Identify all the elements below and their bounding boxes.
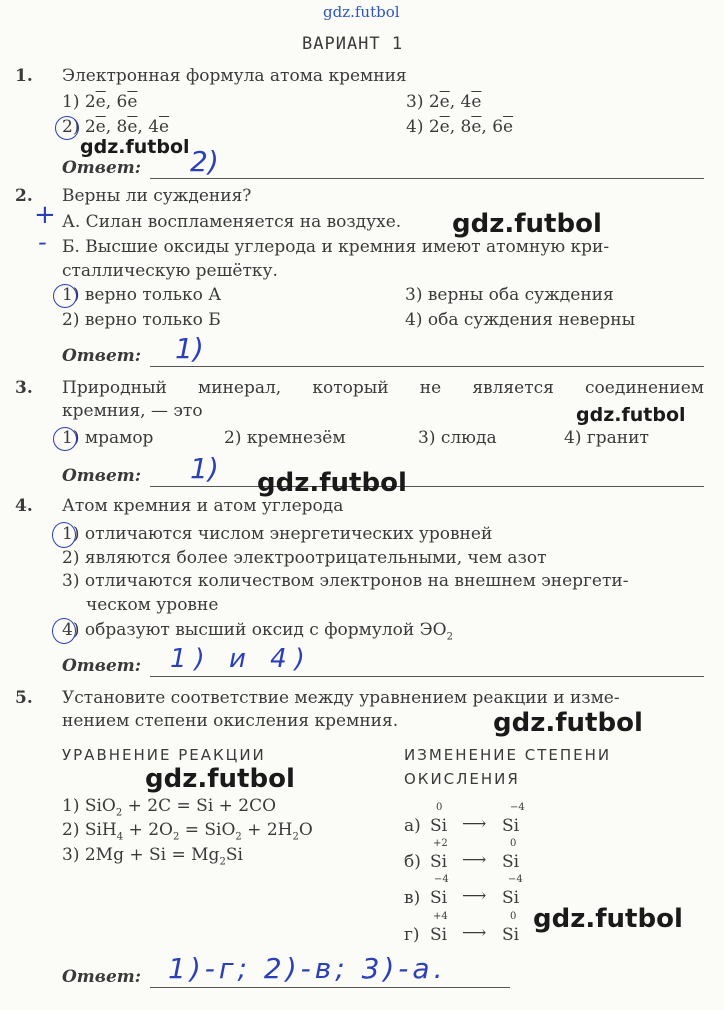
q3-option-1: 1) мрамор: [62, 428, 154, 448]
q4-handwritten-answer: 1) и 4): [170, 644, 313, 674]
q5-change-d-si2: Si: [502, 925, 520, 945]
q5-change-a-from: 0: [436, 802, 443, 813]
q2-answer-circle: [53, 284, 77, 308]
q5-number: 5.: [15, 688, 33, 708]
q5-change-c-from: −4: [434, 874, 449, 885]
q5-change-b-arrow: ⟶: [462, 850, 487, 870]
q3-answer-label: Ответ:: [62, 466, 142, 486]
q3-option-4: 4) гранит: [564, 428, 649, 448]
q5-left-header: УРАВНЕНИЕ РЕАКЦИИ: [62, 746, 266, 764]
q5-answer-label: Ответ:: [62, 967, 142, 987]
q5-change-d-si1: Si: [430, 925, 448, 945]
q2-statement-a: А. Силан воспламеняется на воздухе.: [62, 212, 402, 232]
q4-option-3-line1: 3) отличаются количеством электронов на внешнем энергети-: [62, 571, 629, 591]
variant-title: ВАРИАНТ 1: [302, 34, 404, 54]
q5-change-c-label: в): [404, 888, 421, 908]
q2-mark-minus: -: [38, 228, 47, 256]
q5-equation-1: 1) SiO$_2$ + 2C = Si + 2CO: [62, 796, 277, 819]
q5-change-d-to: 0: [510, 911, 517, 922]
q2-option-2: 2) верно только Б: [62, 310, 221, 330]
q5-change-b-label: б): [404, 852, 421, 872]
q1-text: Электронная формула атома кремния: [62, 66, 407, 86]
q3-option-3: 3) слюда: [418, 428, 497, 448]
q2-option-3: 3) верны оба суждения: [405, 285, 614, 305]
q2-option-4: 4) оба суждения неверны: [405, 310, 636, 330]
q5-right-header-line2: ОКИСЛЕНИЯ: [404, 770, 520, 788]
q4-option-2: 2) являются более электроотрицательными, чем азот: [62, 548, 547, 568]
watermark-top: gdz.futbol: [323, 3, 400, 21]
q5-answer-line: [150, 987, 510, 988]
q3-number: 3.: [15, 378, 33, 398]
q5-change-b-si1: Si: [430, 852, 448, 872]
q5-change-a-si1: Si: [430, 816, 448, 836]
q3-answer-circle: [53, 427, 77, 451]
q2-number: 2.: [15, 186, 33, 206]
q1-answer-label: Ответ:: [62, 158, 142, 178]
q5-handwritten-answer: 1)-г; 2)-в; 3)-а.: [168, 952, 447, 985]
q5-change-b-to: 0: [510, 838, 517, 849]
q1-answer-line: [150, 178, 704, 179]
q5-change-a-to: −4: [510, 802, 525, 813]
q5-change-c-si1: Si: [430, 888, 448, 908]
q5-change-b-from: +2: [433, 838, 448, 849]
q1-option-3: 3) $2\overline{e}$, $4\overline{e}$: [406, 92, 482, 112]
q2-text: Верны ли суждения?: [62, 186, 252, 206]
watermark: gdz.futbol: [533, 904, 683, 934]
q5-text-line2: нением степени окисления кремния.: [62, 711, 399, 731]
q5-change-c-arrow: ⟶: [462, 886, 487, 906]
q3-handwritten-answer: 1): [190, 452, 219, 485]
watermark: gdz.futbol: [576, 404, 686, 426]
q5-right-header-line1: ИЗМЕНЕНИЕ СТЕПЕНИ: [404, 746, 612, 764]
q2-answer-label: Ответ:: [62, 346, 142, 366]
q4-answer-circle-1: [52, 522, 76, 548]
q1-handwritten-answer: 2): [190, 145, 219, 178]
q4-text: Атом кремния и атом углерода: [62, 496, 344, 516]
q2-statement-b-line2: сталлическую решётку.: [62, 261, 278, 281]
q4-option-1: 1) отличаются числом энергетических уровней: [62, 524, 493, 544]
q5-text-line1: Установите соответствие между уравнением реакции и изме-: [62, 688, 620, 708]
q3-answer-line: [150, 486, 704, 487]
q5-change-d-label: г): [404, 925, 420, 945]
watermark: gdz.futbol: [80, 136, 190, 158]
q5-change-c-to: −4: [508, 874, 523, 885]
q4-answer-line: [150, 676, 704, 677]
q1-number: 1.: [15, 66, 33, 86]
q5-change-a-si2: Si: [502, 816, 520, 836]
watermark: gdz.futbol: [257, 468, 407, 498]
q4-option-4: 4) образуют высший оксид с формулой $ЭО_2$: [62, 620, 453, 643]
q2-option-1: 1) верно только А: [62, 285, 222, 305]
q2-answer-line: [150, 366, 704, 367]
q3-option-2: 2) кремнезём: [224, 428, 346, 448]
q2-mark-plus: +: [34, 200, 56, 230]
q5-change-c-si2: Si: [502, 888, 520, 908]
q4-option-3-line2: ческом уровне: [86, 595, 219, 615]
q5-equation-3: 3) $2Mg + Si = Mg_2Si$: [62, 845, 243, 868]
watermark: gdz.futbol: [452, 209, 602, 239]
watermark: gdz.futbol: [493, 708, 643, 738]
q4-answer-label: Ответ:: [62, 656, 142, 676]
q1-answer-circle: [55, 116, 79, 140]
q2-statement-b-line1: Б. Высшие оксиды углерода и кремния имеют атомную кри-: [62, 237, 610, 257]
q5-equation-2: 2) $SiH_4 + 2O_2 = SiO_2 + 2H_2O$: [62, 820, 313, 843]
watermark: gdz.futbol: [145, 764, 295, 794]
q3-text-line2: кремния, — это: [62, 401, 203, 421]
q5-change-a-label: а): [404, 816, 421, 836]
q1-option-1: 1) $2\overline{e}$, $6\overline{e}$: [62, 92, 138, 112]
q5-change-b-si2: Si: [502, 852, 520, 872]
q5-change-d-arrow: ⟶: [462, 923, 487, 943]
q4-answer-circle-4: [52, 618, 76, 644]
q5-change-a-arrow: ⟶: [462, 814, 487, 834]
q5-change-d-from: +4: [433, 911, 448, 922]
q3-text-line1: Природный минерал, который не является соединением: [62, 378, 704, 398]
q1-option-4: 4) $2\overline{e}$, $8\overline{e}$, $6\overline{e}$: [406, 117, 514, 137]
q1-option-2: 2) $2\overline{e}$, $8\overline{e}$, $4\overline{e}$: [62, 117, 170, 137]
q2-handwritten-answer: 1): [175, 332, 204, 365]
q4-number: 4.: [15, 496, 33, 516]
